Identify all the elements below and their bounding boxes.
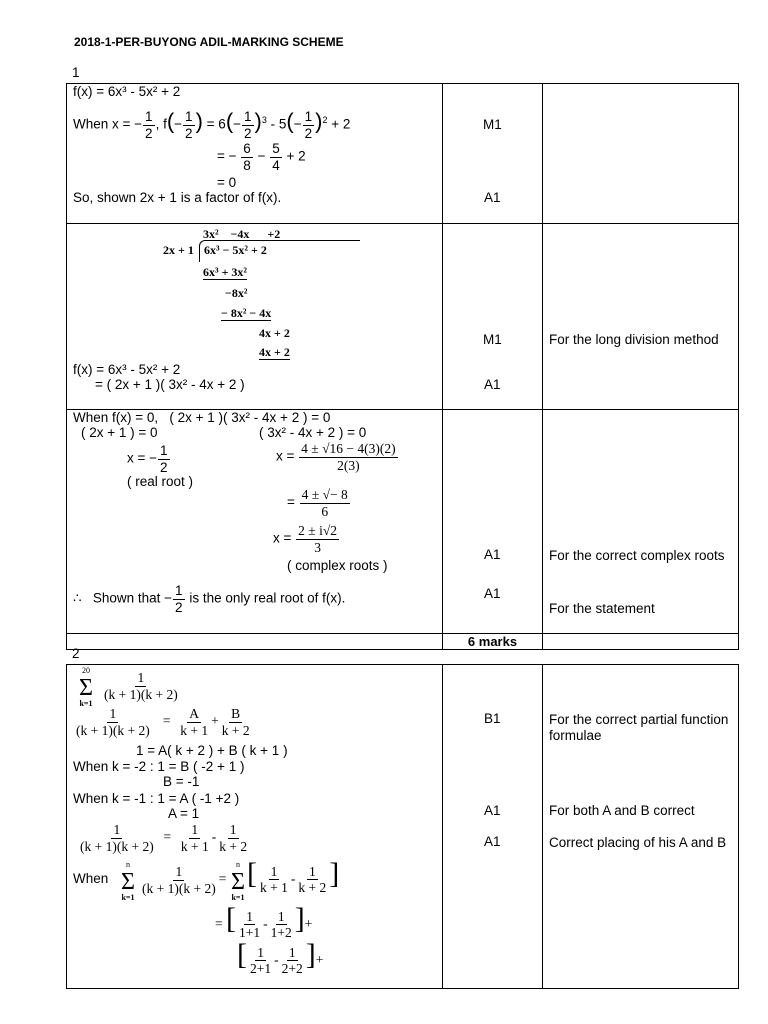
bracket: ] <box>329 857 340 890</box>
division-step: −8x² <box>225 286 248 300</box>
marks-cell <box>443 84 543 224</box>
bracket: ] <box>305 938 316 971</box>
dividend: 6x³ − 5x² + 2 <box>199 240 360 262</box>
equation-line: B = -1 <box>163 774 200 789</box>
denominator: k + 1 <box>180 722 209 738</box>
numerator: 1 <box>270 863 278 879</box>
fraction <box>303 110 315 140</box>
question-2-table <box>66 664 739 989</box>
division-step: − 8x² − 4x <box>221 306 272 320</box>
denominator: 2+2 <box>281 961 303 977</box>
text: - <box>263 916 268 931</box>
mark: B1 <box>484 711 501 726</box>
equation-line <box>215 904 312 940</box>
total-marks: 6 marks <box>443 634 543 650</box>
marks-cell <box>443 224 543 410</box>
when-label: When <box>73 871 109 886</box>
denominator: 2 <box>185 125 193 141</box>
remarks-cell <box>543 84 739 224</box>
denominator: (k + 1)(k + 2) <box>76 722 150 738</box>
numerator: 1 <box>113 822 121 837</box>
numerator: 4 ± √16 − 4(3)(2) <box>301 441 396 456</box>
denominator: k + 2 <box>221 722 250 738</box>
mark: M1 <box>483 332 502 347</box>
mark: A1 <box>484 377 501 392</box>
question-number: 2 <box>72 646 80 661</box>
marks-cell <box>443 410 543 634</box>
fraction <box>270 142 282 172</box>
remark: For the correct partial function formulae <box>549 712 729 743</box>
numerator: A <box>189 706 200 721</box>
denominator: 2+1 <box>250 961 272 977</box>
numerator: 1 <box>229 822 237 837</box>
text: = <box>287 494 295 510</box>
fraction <box>241 142 253 172</box>
division-step: 6x³ + 3x² <box>203 265 248 279</box>
fraction <box>242 110 254 140</box>
sigma-icon: Σ <box>79 674 93 701</box>
numerator: 1 <box>246 908 253 924</box>
fraction <box>300 488 350 518</box>
equation-line: ( 2x + 1 ) = 0 <box>81 425 158 440</box>
numerator: 1 <box>304 109 313 124</box>
denominator: 4 <box>272 157 280 173</box>
root-label: ( complex roots ) <box>287 558 388 573</box>
text: + <box>304 916 313 931</box>
numerator: 1 <box>185 109 193 124</box>
marks-cell <box>443 665 543 989</box>
equation-line: When f(x) = 0, ( 2x + 1 )( 3x² - 4x + 2 ) = 0 <box>73 410 331 425</box>
text: − <box>257 148 266 164</box>
denominator: k + 1 <box>180 838 209 854</box>
fraction <box>296 524 339 554</box>
numerator: 1 <box>145 109 153 124</box>
lower-limit: k=1 <box>121 892 135 902</box>
remark: For the long division method <box>549 332 719 347</box>
root-label: ( real root ) <box>127 474 194 489</box>
text: , f <box>155 116 167 132</box>
remark: For the correct complex roots <box>549 548 725 563</box>
fraction <box>183 110 195 140</box>
text: = <box>215 916 223 931</box>
paren: ) <box>195 108 203 134</box>
working-cell <box>67 410 443 634</box>
numerator: 2 ± i√2 <box>298 523 337 538</box>
equation-line <box>276 442 399 472</box>
denominator: 2(3) <box>337 457 360 473</box>
sigma-icon: Σ <box>121 868 135 895</box>
mark: A1 <box>484 586 501 601</box>
denominator: 6 <box>321 503 329 519</box>
question-1-table <box>66 83 739 650</box>
text: = <box>218 871 227 887</box>
fraction <box>101 671 181 701</box>
equation-line <box>73 707 253 737</box>
paren: ) <box>315 108 323 134</box>
equation-line <box>287 488 351 518</box>
denominator: 2 <box>244 125 252 141</box>
equation-line <box>217 142 306 172</box>
text: is the only real root of f(x). <box>189 590 346 606</box>
text: = <box>162 713 171 729</box>
fraction <box>143 110 155 140</box>
summation <box>119 861 137 903</box>
summation <box>77 667 95 709</box>
numerator: 1 <box>175 583 183 598</box>
paren: ( <box>166 108 175 134</box>
paren: ) <box>254 108 262 134</box>
equation-line <box>127 444 171 474</box>
mark: A1 <box>484 803 501 818</box>
divisor: 2x + 1 <box>163 243 194 257</box>
remarks-cell <box>543 224 739 410</box>
mark: A1 <box>484 834 501 849</box>
mark: A1 <box>484 547 501 562</box>
text: = 6 <box>206 116 226 132</box>
q1-row-division <box>67 224 739 410</box>
denominator: 2 <box>160 459 168 475</box>
text: x = − <box>127 450 158 466</box>
denominator: 3 <box>314 539 321 555</box>
paren: ( <box>225 108 234 134</box>
q1-row-factor <box>67 84 739 224</box>
denominator: (k + 1)(k + 2) <box>142 880 216 896</box>
text: = − <box>217 148 237 164</box>
remark: Correct placing of his A and B <box>549 835 727 850</box>
numerator: 1 <box>288 944 296 960</box>
denominator: k + 2 <box>298 880 327 896</box>
sigma-icon: Σ <box>231 868 245 895</box>
fraction <box>158 444 170 474</box>
denominator: (k + 1)(k + 2) <box>80 838 154 854</box>
text: - <box>274 952 279 967</box>
denominator: 1+1 <box>239 925 261 941</box>
quotient: 3x² −4x +2 <box>203 227 281 241</box>
upper-limit: n <box>236 860 240 869</box>
text: x = <box>273 530 292 546</box>
equation-line: When k = -2 : 1 = B ( -2 + 1 ) <box>73 759 245 774</box>
text: Shown that − <box>92 590 173 606</box>
equation-line: When k = -1 : 1 = A ( -1 +2 ) <box>73 791 240 806</box>
fraction <box>299 442 397 472</box>
conclusion: So, shown 2x + 1 is a factor of f(x). <box>73 190 282 205</box>
equation-line: ( 3x² - 4x + 2 ) = 0 <box>259 425 367 440</box>
denominator: 8 <box>243 157 251 173</box>
denominator: 2 <box>145 125 153 141</box>
equation-line: = 0 <box>217 175 237 190</box>
question-number: 1 <box>72 65 80 80</box>
fraction <box>173 584 185 614</box>
text: + <box>211 713 219 729</box>
numerator: 1 <box>257 944 264 960</box>
q2-row <box>67 665 739 989</box>
denominator: 1+2 <box>270 925 292 941</box>
text: When x = − <box>73 116 143 132</box>
text: - 5 <box>270 116 287 132</box>
denominator: (k + 1)(k + 2) <box>104 686 178 702</box>
equation-line: f(x) = 6x³ - 5x² + 2 <box>73 362 181 377</box>
denominator: k + 1 <box>260 880 288 896</box>
remark: For both A and B correct <box>549 803 695 818</box>
numerator: 4 ± √− 8 <box>301 487 348 502</box>
denominator: k + 2 <box>219 838 248 854</box>
bracket-term <box>247 859 339 895</box>
working-cell <box>67 224 443 410</box>
remarks-cell <box>543 665 739 989</box>
equation-line <box>273 524 340 554</box>
paren: ( <box>286 108 294 134</box>
division-step: 4x + 2 <box>259 326 290 340</box>
empty-cell <box>67 634 443 650</box>
numerator: 6 <box>243 141 251 156</box>
working-cell <box>67 665 443 989</box>
text: x = <box>276 448 295 464</box>
text: - <box>290 871 296 886</box>
numerator: 1 <box>137 670 145 685</box>
bracket: ] <box>294 902 305 935</box>
text: + 2 <box>331 116 351 132</box>
mark: A1 <box>484 190 501 205</box>
equation-line <box>237 940 323 976</box>
page-title: 2018-1-PER-BUYONG ADIL-MARKING SCHEME <box>74 35 344 49</box>
numerator: B <box>231 706 241 721</box>
text: = <box>163 829 172 845</box>
upper-limit: 20 <box>82 666 90 675</box>
bracket: [ <box>247 857 257 890</box>
lower-limit: k=1 <box>231 892 245 902</box>
exponent: 3 <box>261 115 267 126</box>
bracket: [ <box>226 902 236 935</box>
denominator: 2 <box>175 599 183 615</box>
therefore-symbol: ∴ <box>73 590 82 606</box>
numerator: 1 <box>308 863 316 879</box>
lower-limit: k=1 <box>79 698 93 708</box>
equation-line: = ( 2x + 1 )( 3x² - 4x + 2 ) <box>95 377 245 392</box>
equation-line: A = 1 <box>168 806 200 821</box>
numerator: 1 <box>191 822 199 837</box>
numerator: 1 <box>109 706 117 721</box>
numerator: 5 <box>272 141 280 156</box>
summation <box>229 861 247 903</box>
equation-line <box>77 823 250 853</box>
exponent: 2 <box>322 115 328 126</box>
equation-line: When x = − $\frac{1}{2}$ , f(− $\frac{1}{2}$ ) = 6(− $\frac{1}{2}$ )$^3$ - 5(− $\frac{1}{2}$ )$^2$ + 2 <box>73 108 351 141</box>
remarks-cell <box>543 410 739 634</box>
working-cell <box>67 84 443 224</box>
numerator: 1 <box>175 864 183 879</box>
remark: For the statement <box>549 601 655 616</box>
text: + <box>315 952 324 967</box>
numerator: 1 <box>244 109 252 124</box>
text: - <box>211 829 217 845</box>
equation-line: f(x) = 6x³ - 5x² + 2 <box>73 84 181 99</box>
denominator: 2 <box>304 125 313 141</box>
q1-total-row <box>67 634 739 650</box>
conclusion <box>73 584 345 614</box>
equation-line <box>139 865 226 895</box>
mark: M1 <box>483 117 502 132</box>
q1-row-roots <box>67 410 739 634</box>
bracket: [ <box>237 938 247 971</box>
numerator: 1 <box>277 908 285 924</box>
upper-limit: n <box>126 860 130 869</box>
numerator: 1 <box>160 443 168 458</box>
empty-cell <box>543 634 739 650</box>
equation-line: 1 = A( k + 2 ) + B ( k + 1 ) <box>136 743 288 758</box>
division-step: 4x + 2 <box>259 345 290 359</box>
text: + 2 <box>286 148 306 164</box>
